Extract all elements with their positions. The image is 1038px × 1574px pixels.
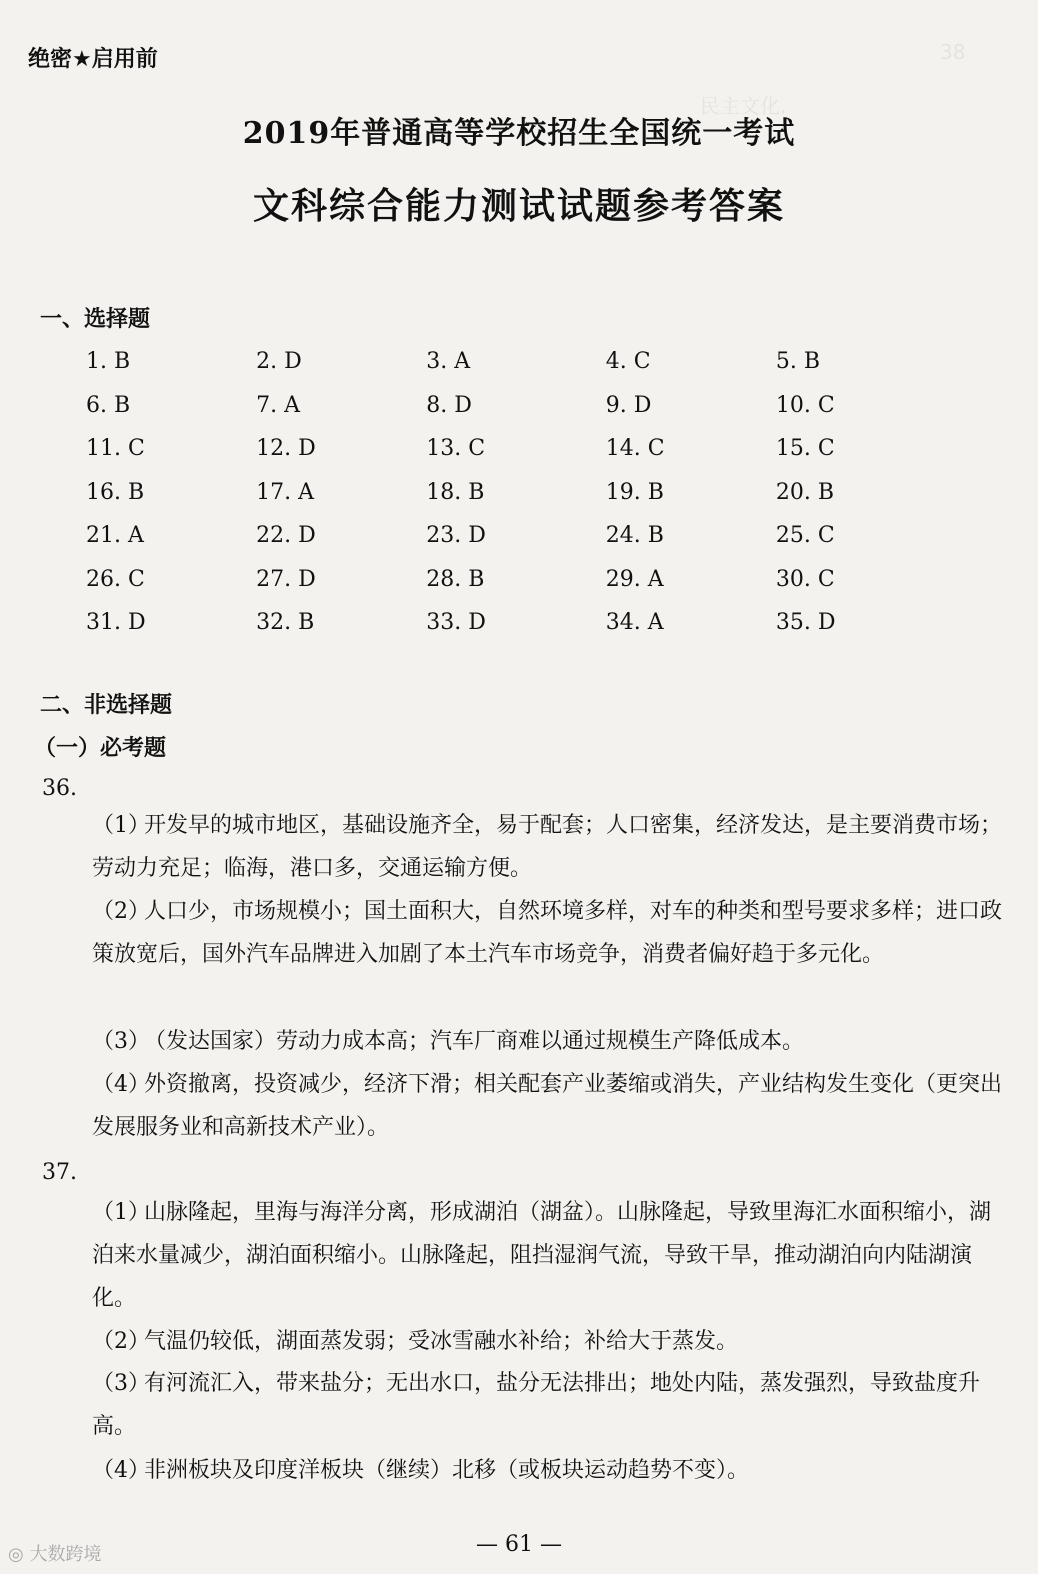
answer-paragraph [92, 804, 1002, 890]
answer-row [86, 427, 946, 471]
part-label: （4） [92, 1458, 150, 1483]
answer-cell: 24. B [605, 523, 664, 549]
section-heading-choice: 一、选择题 [40, 307, 151, 332]
classification-mark: 绝密★启用前 [28, 47, 158, 72]
answer-cell: 12. D [256, 436, 316, 462]
answer-cell: 23. D [426, 523, 486, 549]
answer-paragraph [92, 1320, 1002, 1363]
answer-cell: 26. C [86, 566, 145, 592]
answer-row [86, 514, 946, 558]
answer-cell: 30. C [775, 566, 835, 592]
answer-cell: 9. D [605, 392, 652, 418]
answer-cell: 10. C [775, 392, 835, 418]
watermark-text: 大数跨境 [29, 1544, 102, 1565]
answer-cell: 34. A [605, 610, 664, 636]
answer-cell: 28. B [426, 566, 485, 592]
answer-row [86, 601, 946, 645]
answer-cell: 14. C [605, 436, 665, 462]
part-text: （发达国家）劳动力成本高；汽车厂商难以通过规模生产降低成本。 [144, 1029, 805, 1054]
part-text: 有河流汇入，带来盐分；无出水口，盐分无法排出；地处内陆，蒸发强烈，导致盐度升高。 [92, 1371, 981, 1439]
answer-cell: 15. C [775, 436, 835, 462]
question-number: 37. [42, 1160, 77, 1185]
part-text: 人口少，市场规模小；国土面积大，自然环境多样，对车的种类和型号要求多样；进口政策放宽后，国外汽车品牌进入加剧了本土汽车市场竞争，消费者偏好趋于多元化。 [92, 899, 1003, 967]
choice-answer-grid [86, 340, 946, 645]
answer-cell: 31. D [86, 610, 146, 636]
answer-cell: 13. C [426, 436, 486, 462]
answer-paragraph [92, 1063, 1002, 1149]
section-heading-nonchoice: 二、非选择题 [40, 693, 173, 718]
answer-row [86, 340, 946, 384]
answer-row [86, 558, 946, 602]
answer-cell: 4. C [605, 349, 651, 375]
part-label: （4） [92, 1072, 150, 1097]
part-label: （2） [92, 1329, 150, 1354]
answer-cell: 20. B [775, 479, 835, 505]
answer-paragraph [92, 1191, 1002, 1320]
answer-cell: 32. B [256, 610, 315, 636]
answer-cell: 2. D [256, 349, 302, 375]
answer-cell: 29. A [605, 566, 664, 592]
part-label: （2） [92, 899, 150, 924]
answer-cell: 7. A [256, 392, 300, 418]
answer-cell: 22. D [256, 523, 316, 549]
answer-cell: 35. D [775, 610, 836, 636]
part-text: 气温仍较低，湖面蒸发弱；受冰雪融水补给；补给大于蒸发。 [144, 1329, 739, 1354]
subsection-heading-required: （一）必考题 [34, 736, 167, 761]
answer-cell: 3. A [426, 349, 471, 375]
answer-cell: 27. D [256, 566, 316, 592]
answer-cell: 19. B [605, 479, 664, 505]
bleed-through-text: 民主文化. [700, 94, 787, 118]
exam-title: 2019年普通高等学校招生全国统一考试 [242, 116, 796, 151]
part-text: 非洲板块及印度洋板块（继续）北移（或板块运动趋势不变）。 [144, 1458, 750, 1483]
bleed-through-text: 38 [940, 40, 966, 64]
part-label: （3） [92, 1029, 150, 1054]
answer-paragraph [92, 1449, 1002, 1492]
answer-row [86, 471, 946, 515]
part-text: 外资撤离，投资减少，经济下滑；相关配套产业萎缩或消失，产业结构发生变化（更突出发展服务业和高新技术产业）。 [92, 1072, 1003, 1140]
part-label: （3） [92, 1371, 150, 1396]
answer-paragraph [92, 1362, 1002, 1448]
answer-cell: 6. B [86, 392, 131, 418]
answer-cell: 11. C [86, 436, 145, 462]
answer-cell: 5. B [775, 349, 821, 375]
answer-paragraph [92, 1020, 1002, 1063]
page-number: — 61 — [476, 1532, 562, 1557]
answer-row [86, 384, 946, 428]
answer-cell: 1. B [86, 349, 131, 375]
answer-cell: 17. A [256, 479, 314, 505]
answer-cell: 25. C [775, 523, 835, 549]
answer-cell: 8. D [426, 392, 472, 418]
answer-cell: 33. D [426, 610, 486, 636]
answer-cell: 21. A [86, 523, 144, 549]
part-text: 开发早的城市地区，基础设施齐全，易于配套；人口密集，经济发达，是主要消费市场；劳动力充足；临海，港口多，交通运输方便。 [92, 813, 1003, 881]
answer-cell: 18. B [426, 479, 485, 505]
part-label: （1） [92, 1200, 150, 1225]
answer-cell: 16. B [86, 479, 145, 505]
watermark-logo [8, 1540, 101, 1566]
document-title: 文科综合能力测试试题参考答案 [252, 185, 785, 227]
question-number: 36. [42, 776, 77, 801]
part-text: 山脉隆起，里海与海洋分离，形成湖泊（湖盆）。山脉隆起，导致里海汇水面积缩小，湖泊来水量减少，湖泊面积缩小。山脉隆起，阻挡湿润气流，导致干旱，推动湖泊向内陆湖演化。 [92, 1200, 992, 1311]
weibo-icon: ◎ [8, 1544, 24, 1565]
answer-paragraph [92, 890, 1002, 976]
part-label: （1） [92, 813, 150, 838]
